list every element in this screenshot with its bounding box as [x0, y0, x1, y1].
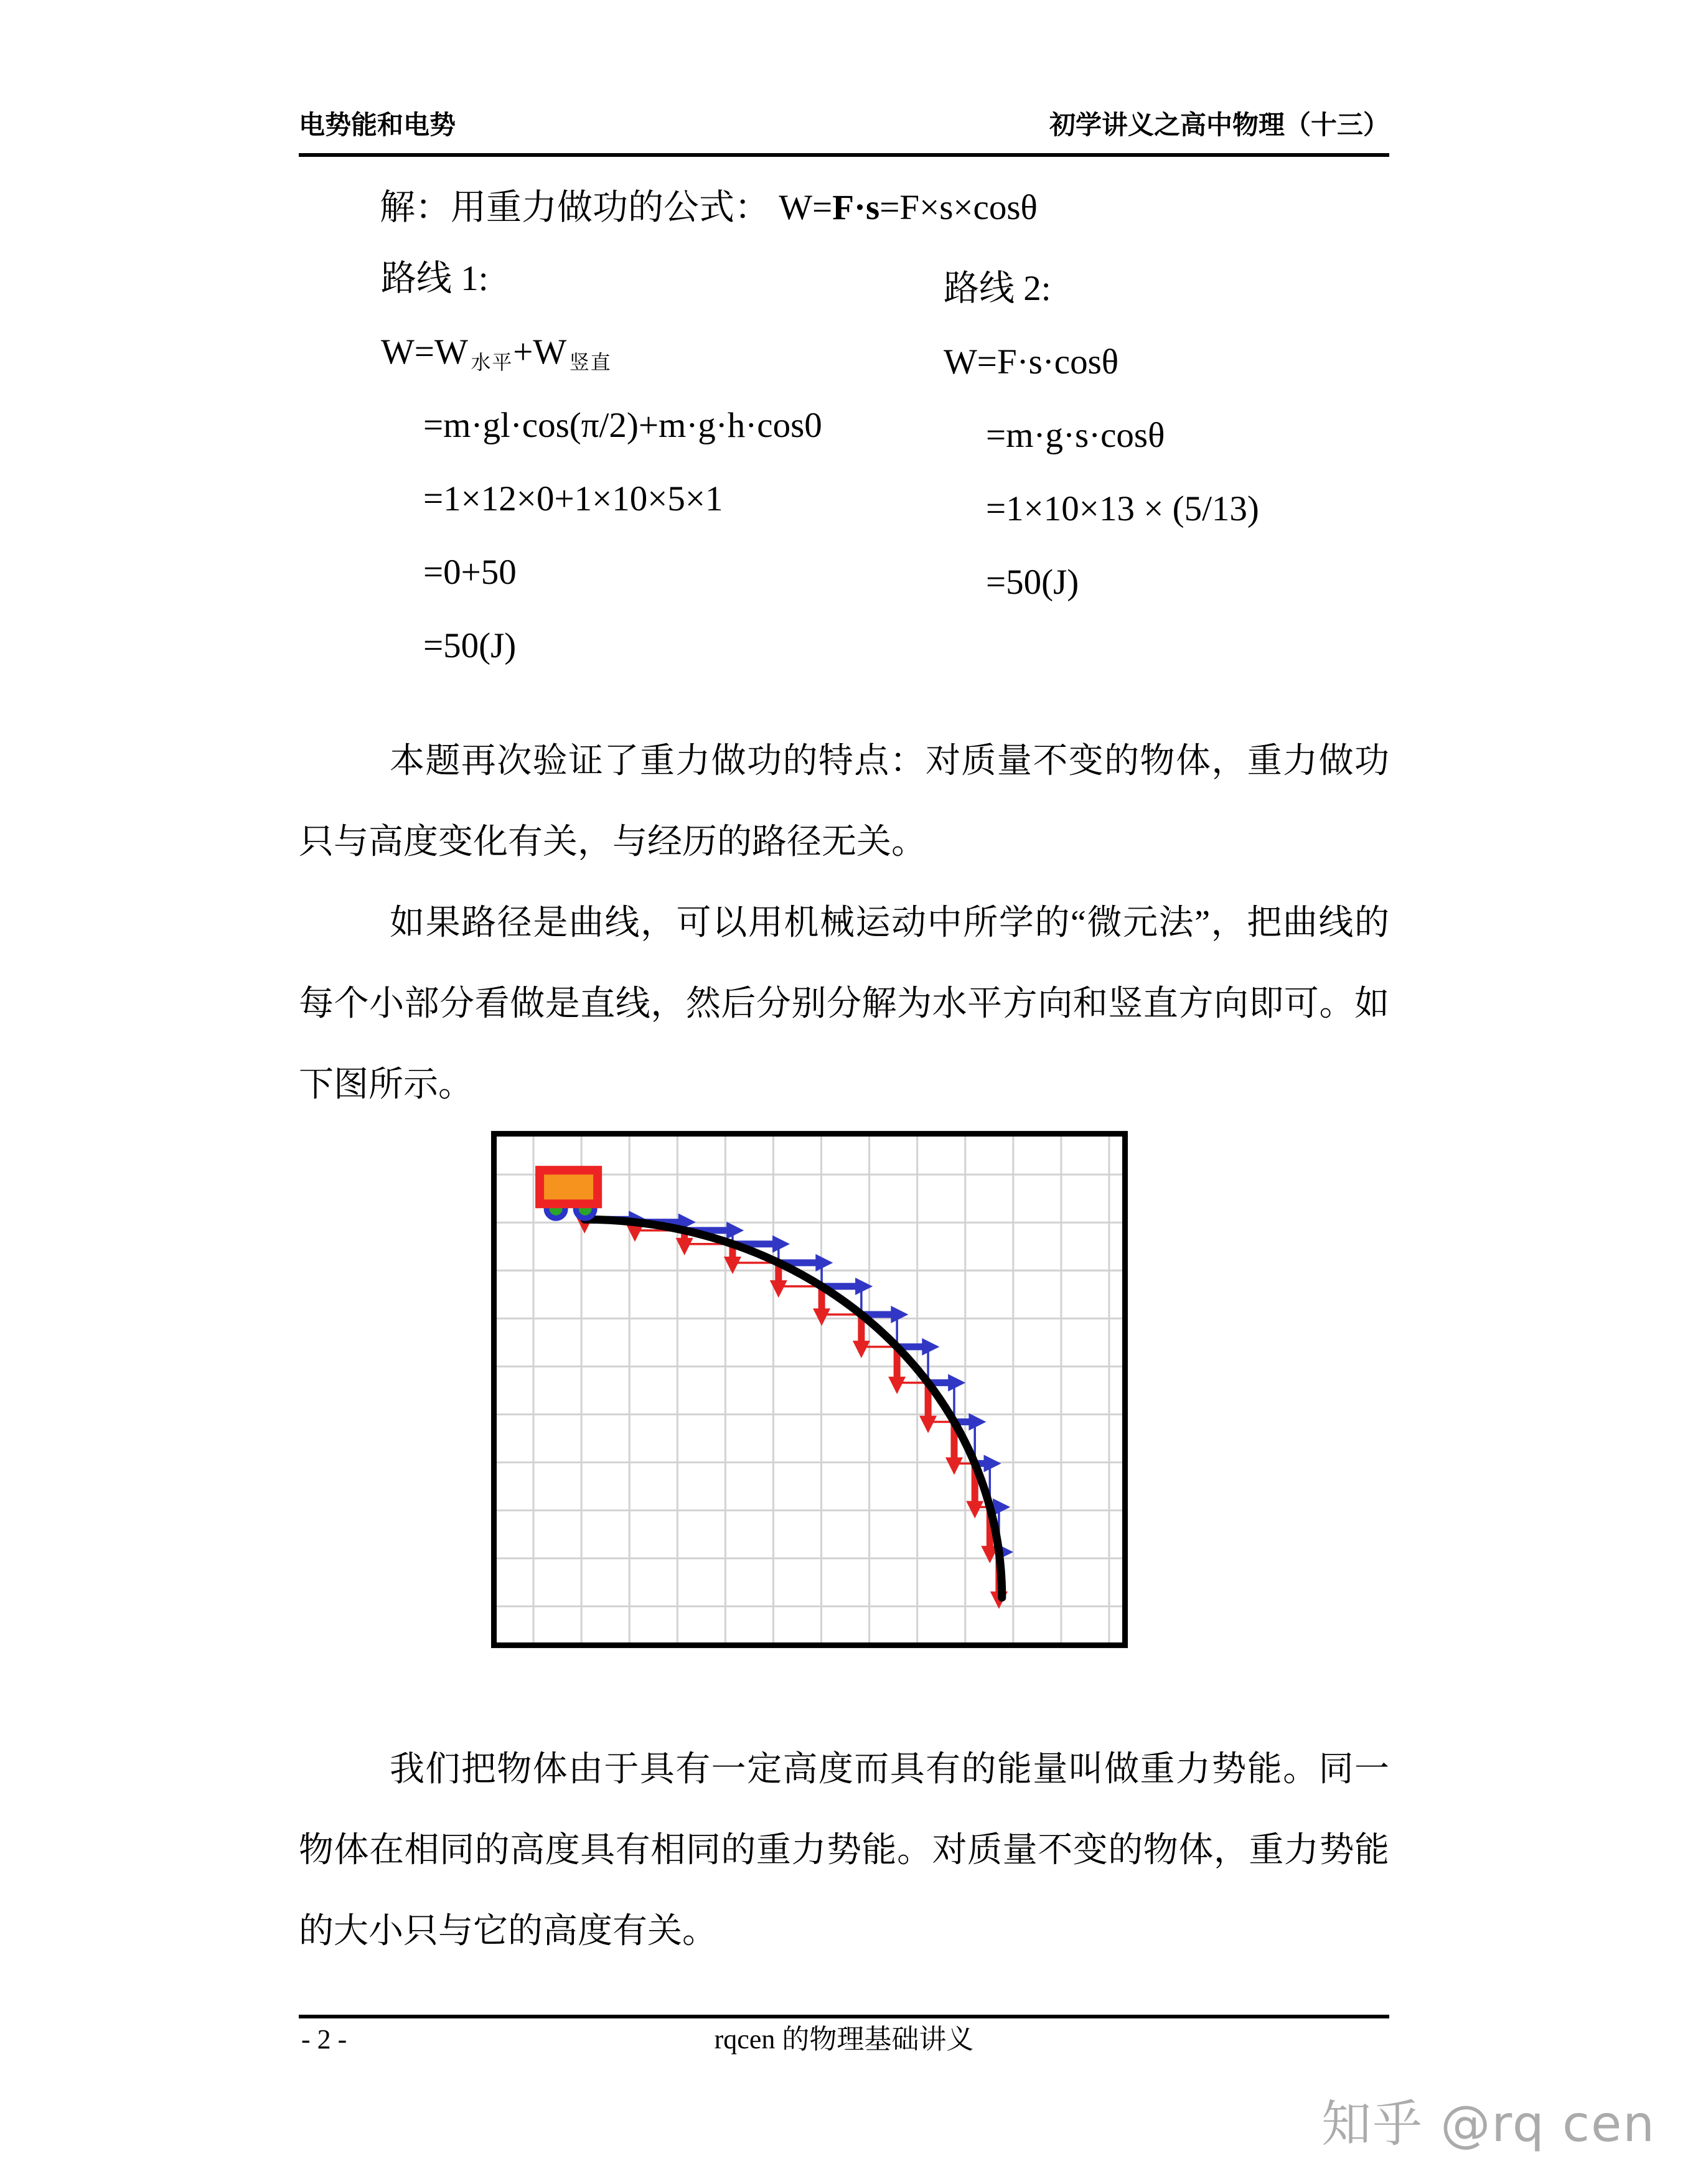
body-paragraphs	[299, 721, 1389, 1125]
route-1-formula-pre: W=W	[381, 332, 468, 372]
cart-body	[540, 1170, 598, 1204]
route-2-step: =50(J)	[986, 563, 1079, 602]
footer-title: rqcen 的物理基础讲义	[714, 2024, 974, 2055]
vector-formula-bold: F·s	[832, 188, 880, 227]
route-2-formula: W=F·s·cosθ	[944, 342, 1119, 382]
route-1-title: 路线 1:	[381, 259, 489, 298]
route-2-step: =1×10×13 × (5/13)	[986, 489, 1259, 528]
paragraph-conclusion: 本题再次验证了重力做功的特点：对质量不变的物体，重力做功只与高度变化有关，与经历的路径无关。	[299, 742, 1389, 861]
route-1-formula	[381, 316, 822, 389]
decomposition-figure	[491, 1131, 1128, 1648]
header-left-title: 电势能和电势	[299, 111, 456, 140]
subscript-vertical: 竖直	[569, 351, 612, 373]
route-1-formula-mid: +W	[513, 332, 567, 372]
solution-intro-post: =F×s×cosθ	[879, 188, 1038, 227]
footer-rule	[299, 2015, 1389, 2018]
header	[299, 105, 1389, 142]
header-right-title: 初学讲义之高中物理（十三）	[1049, 111, 1389, 140]
body-paragraph-bottom	[299, 1729, 1389, 1972]
header-rule	[299, 153, 1389, 157]
route-2-title: 路线 2:	[944, 269, 1051, 308]
decomposition-figure-svg	[491, 1131, 1128, 1648]
route-1-step: =m·gl·cos(π/2)+m·g·h·cos0	[423, 406, 822, 445]
route-1-step: =1×12×0+1×10×5×1	[423, 479, 723, 518]
route-2-column	[944, 252, 1259, 619]
route-1-column	[381, 242, 822, 683]
subscript-horizontal: 水平	[471, 351, 513, 373]
zhihu-watermark: 知乎 @rq cen	[1321, 2095, 1656, 2153]
route-1-step: =50(J)	[423, 626, 517, 665]
paragraph-method: 如果路径是曲线，可以用机械运动中所学的“微元法”，把曲线的每个小部分看做是直线，然后分别分解为水平方向和竖直方向即可。如下图所示。	[299, 904, 1389, 1104]
page-number: - 2 -	[301, 2024, 347, 2055]
paragraph-gravitational-pe: 我们把物体由于具有一定高度而具有的能量叫做重力势能。同一物体在相同的高度具有相同的重力势能。对质量不变的物体，重力势能的大小只与它的高度有关。	[299, 1750, 1389, 1951]
route-1-step: =0+50	[423, 553, 517, 592]
solution-intro-line	[380, 184, 1038, 231]
solution-intro-pre: 解：用重力做功的公式： W=	[380, 188, 833, 227]
route-2-step: =m·g·s·cosθ	[986, 416, 1165, 455]
